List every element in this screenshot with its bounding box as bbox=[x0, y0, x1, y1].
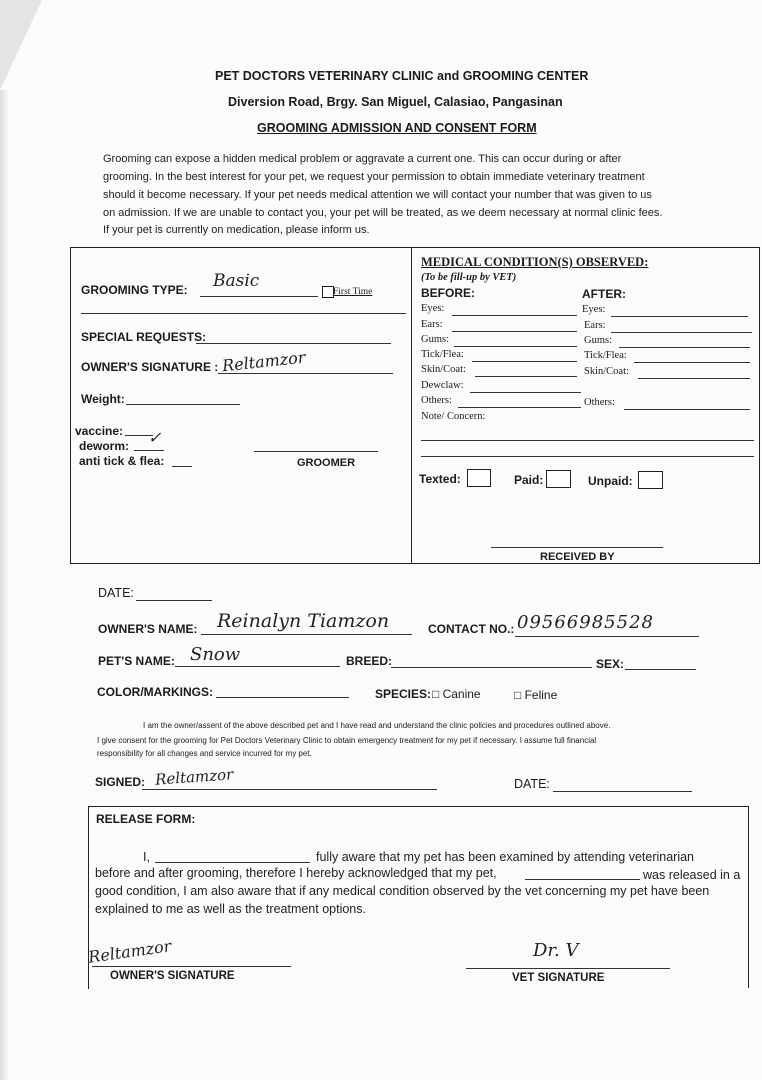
received-by-label: RECEIVED BY bbox=[540, 551, 615, 563]
breed-line[interactable] bbox=[391, 667, 592, 668]
after-item: Skin/Coat: bbox=[584, 366, 629, 377]
before-item: Skin/Coat: bbox=[421, 364, 466, 375]
anti-tick-label: anti tick & flea: bbox=[79, 454, 165, 468]
owner-release-signature: Reltamzor bbox=[87, 936, 173, 967]
special-requests-line[interactable] bbox=[196, 343, 391, 344]
first-time-label: First Time bbox=[333, 287, 373, 297]
texted-checkbox[interactable] bbox=[467, 469, 491, 487]
note-line[interactable] bbox=[421, 456, 754, 457]
special-requests-label: SPECIAL REQUESTS: bbox=[81, 330, 207, 344]
before-item: Ears: bbox=[421, 319, 443, 330]
consent-line: responsibility for all changes and service incurred for my pet. bbox=[97, 749, 312, 758]
intro-line: Grooming can expose a hidden medical problem or aggravate a current one. This can occur during or after bbox=[103, 153, 622, 165]
sex-line[interactable] bbox=[625, 669, 696, 670]
owner-name-label: OWNER'S NAME: bbox=[98, 622, 198, 636]
intro-line: grooming. In the best interest for your pet, we request your permission to obtain immediate veterinary treatment bbox=[103, 171, 645, 183]
after-item: Gums: bbox=[584, 335, 613, 346]
date2-line[interactable] bbox=[553, 791, 692, 792]
release-box-right bbox=[748, 806, 749, 988]
medical-subtitle: (To be fill-up by VET) bbox=[421, 272, 517, 283]
grooming-type-value[interactable]: Basic bbox=[213, 271, 260, 291]
texted-label: Texted: bbox=[419, 472, 461, 486]
deworm-check-mark: ✓ bbox=[148, 428, 162, 447]
vet-sig-line[interactable] bbox=[466, 968, 670, 969]
after-label: AFTER: bbox=[582, 287, 626, 301]
weight-line[interactable] bbox=[126, 404, 240, 405]
vet-sig-label: VET SIGNATURE bbox=[512, 972, 605, 984]
after-line[interactable] bbox=[611, 332, 752, 333]
release-line4: explained to me as well as the treatment options. bbox=[95, 902, 366, 916]
medical-title: MEDICAL CONDITION(S) OBSERVED: bbox=[421, 255, 649, 269]
before-line[interactable] bbox=[452, 315, 577, 316]
grooming-type-line bbox=[200, 296, 318, 297]
pet-name-line[interactable] bbox=[175, 666, 340, 667]
date-line[interactable] bbox=[136, 600, 212, 601]
release-line2-a: before and after grooming, therefore I hereby acknowledged that my pet, bbox=[95, 866, 497, 880]
paid-checkbox[interactable] bbox=[546, 470, 571, 488]
after-item: Others: bbox=[584, 397, 615, 408]
intro-line: on admission. If we are unable to contact you, your pet will be treated, as we deem necessary at normal clinic fees. bbox=[103, 207, 663, 219]
deworm-line[interactable] bbox=[134, 450, 164, 451]
note-line[interactable] bbox=[421, 440, 754, 441]
release-line1-a: I, bbox=[143, 850, 150, 864]
vaccine-label: vaccine: bbox=[75, 424, 124, 438]
feline-option[interactable]: □ Feline bbox=[514, 688, 558, 702]
note-concern-label: Note/ Concern: bbox=[421, 411, 486, 422]
after-line[interactable] bbox=[619, 347, 750, 348]
after-line[interactable] bbox=[624, 409, 750, 410]
date2-label: DATE: bbox=[514, 777, 550, 791]
before-item: Eyes: bbox=[421, 303, 445, 314]
before-item: Gums: bbox=[421, 334, 450, 345]
owner-name-line[interactable] bbox=[201, 634, 412, 635]
groomer-label: GROOMER bbox=[297, 457, 356, 469]
groomer-line[interactable] bbox=[254, 451, 378, 452]
consent-line: I give consent for the grooming for Pet Doctors Veterinary Clinic to obtain emergency treatment for my pet if necessary. I assume full financial bbox=[97, 736, 597, 745]
species-label: SPECIES: bbox=[375, 687, 432, 701]
signed-label: SIGNED: bbox=[95, 775, 146, 789]
paid-label: Paid: bbox=[514, 473, 544, 487]
owner-name-value[interactable]: Reinalyn Tiamzon bbox=[217, 610, 390, 632]
before-line[interactable] bbox=[458, 407, 581, 408]
release-line1-b: fully aware that my pet has been examined by attending veterinarian bbox=[316, 850, 695, 864]
pet-name-value[interactable]: Snow bbox=[190, 644, 241, 665]
grooming-extra-line bbox=[81, 313, 406, 314]
before-line[interactable] bbox=[472, 361, 577, 362]
signed-value: Reltamzor bbox=[154, 765, 234, 789]
contact-value[interactable]: 09566985528 bbox=[517, 612, 654, 633]
clinic-address: Diversion Road, Brgy. San Miguel, Calasiao, Pangasinan bbox=[228, 95, 563, 109]
before-item: Others: bbox=[421, 395, 452, 406]
vet-signature: Dr. V bbox=[533, 940, 579, 961]
box-divider bbox=[411, 248, 412, 563]
deworm-label: deworm: bbox=[79, 439, 130, 453]
unpaid-checkbox[interactable] bbox=[638, 471, 663, 489]
date-label: DATE: bbox=[98, 586, 134, 600]
release-name-line[interactable] bbox=[155, 862, 310, 863]
before-line[interactable] bbox=[475, 376, 577, 377]
unpaid-label: Unpaid: bbox=[588, 474, 633, 488]
before-item: Dewclaw: bbox=[421, 380, 464, 391]
form-title: GROOMING ADMISSION AND CONSENT FORM bbox=[257, 121, 537, 135]
sex-label: SEX: bbox=[596, 657, 625, 671]
folded-corner bbox=[0, 0, 42, 90]
color-label: COLOR/MARKINGS: bbox=[97, 685, 213, 699]
after-item: Eyes: bbox=[582, 304, 606, 315]
received-by-line[interactable] bbox=[491, 547, 663, 548]
clinic-name: PET DOCTORS VETERINARY CLINIC and GROOMING CENTER bbox=[215, 69, 589, 83]
after-item: Ears: bbox=[584, 320, 606, 331]
consent-line: I am the owner/assent of the above described pet and I have read and understand the clinic policies and procedures outlined above. bbox=[143, 721, 611, 730]
contact-label: CONTACT NO.: bbox=[428, 622, 515, 636]
pet-name-label: PET'S NAME: bbox=[98, 654, 175, 668]
before-item: Tick/Flea: bbox=[421, 349, 464, 360]
owner-release-sig-line[interactable] bbox=[92, 966, 291, 967]
anti-tick-line[interactable] bbox=[172, 466, 192, 467]
page-edge-shadow bbox=[0, 90, 8, 1080]
weight-label: Weight: bbox=[81, 392, 125, 406]
after-item: Tick/Flea: bbox=[584, 350, 627, 361]
intro-line: should it become necessary. If your pet needs medical attention we will contact your number that was given to us bbox=[103, 189, 652, 201]
release-line3: good condition, I am also aware that if any medical condition observed by the vet concerning my pet have been bbox=[95, 884, 710, 898]
owner-signature-value: Reltamzor bbox=[221, 347, 307, 376]
after-line[interactable] bbox=[634, 362, 750, 363]
release-title: RELEASE FORM: bbox=[96, 812, 196, 826]
before-line[interactable] bbox=[452, 331, 577, 332]
grooming-type-label: GROOMING TYPE: bbox=[81, 283, 188, 297]
signed-line[interactable] bbox=[142, 789, 437, 790]
intro-line: If your pet is currently on medication, please inform us. bbox=[103, 224, 370, 236]
owner-signature-label: OWNER'S SIGNATURE : bbox=[81, 360, 219, 374]
after-line[interactable] bbox=[638, 378, 750, 379]
before-label: BEFORE: bbox=[421, 286, 475, 300]
breed-label: BREED: bbox=[346, 654, 393, 668]
before-line[interactable] bbox=[454, 346, 577, 347]
owner-release-sig-label: OWNER'S SIGNATURE bbox=[110, 970, 235, 982]
owner-signature-line[interactable] bbox=[218, 373, 393, 374]
release-pet-line[interactable] bbox=[525, 879, 640, 880]
color-line[interactable] bbox=[216, 697, 349, 698]
canine-option[interactable]: □ Canine bbox=[432, 687, 481, 701]
release-line2-b: was released in a bbox=[643, 868, 741, 882]
after-line[interactable] bbox=[611, 316, 748, 317]
before-line[interactable] bbox=[470, 392, 581, 393]
contact-line[interactable] bbox=[515, 636, 699, 637]
